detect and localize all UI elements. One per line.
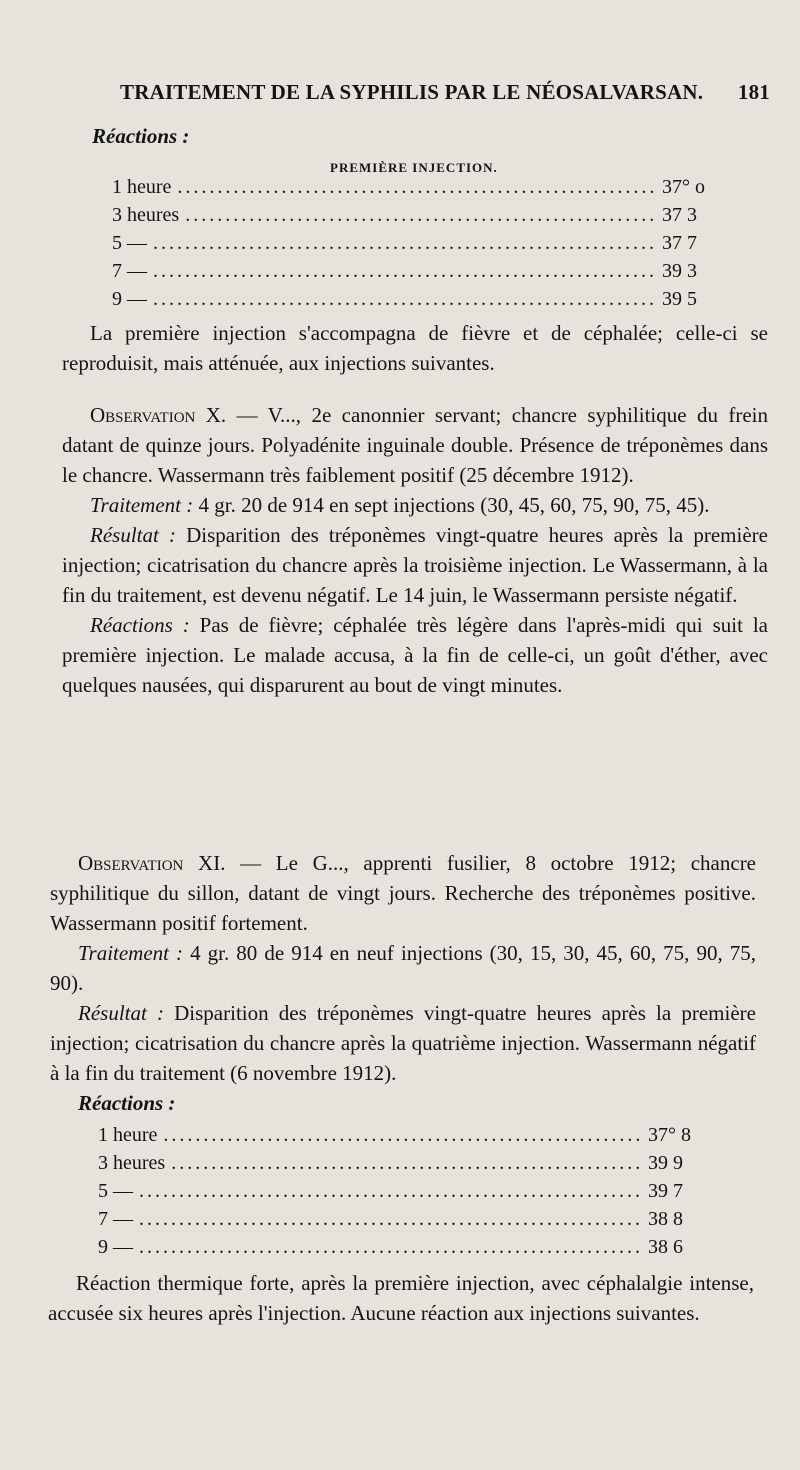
table-row: 1 heure ..... 37° o: [112, 176, 722, 204]
temperature-table-2: [98, 1124, 708, 1264]
observation-11: Observation XI. — Le G..., apprenti fusilier, 8 octobre 1912; chancre syphilitique du sillon, datant de vingt jours. Recherche des tréponèmes positive. Wassermann positif fortement. Traitement : 4 gr. 80 de 914 en neuf injections (30, 15, 30, 45, 60, 75, 90, 75, 90). Résultat : Disparition des tréponèmes vingt-quatre heures après la première injection; cicatrisation du chancre après la quatrième injection. Wassermann négatif à la fin du traitement (6 novembre 1912). Réactions :: [50, 851, 757, 1115]
table-row: 5 — ..... 37 7: [112, 232, 722, 260]
table-row: 3 heures ..... 37 3: [112, 204, 722, 232]
table-row: 9 — ..... 39 5: [112, 288, 722, 316]
table-row: 3 heures ..... 39 9: [98, 1152, 708, 1180]
observation-10: Observation X. — V..., 2e canonnier servant; chancre syphilitique du frein datant de quinze jours. Polyadénite inguinale double. Présence de tréponèmes dans le chancre. Wassermann très faiblement positif (25 décembre 1912). Traitement : 4 gr. 20 de 914 en sept injections (30, 45, 60, 75, 90, 75, 45). Résultat : Disparition des tréponèmes vingt-quatre heures après la première injection; cicatrisation du chancre après la troisième injection. Le Wassermann, à la fin du traitement, est devenu négatif. Le 14 juin, le Wassermann persiste négatif. Réactions : Pas de fièvre; céphalée très légère dans l'après-midi qui suit la première injection. Le malade accusa, à la fin de celle-ci, un goût d'éther, avec quelques nausées, qui disparurent au bout de vingt minutes.: [62, 403, 768, 697]
conclusion-paragraph: Réaction thermique forte, après la première injection, avec céphalalgie intense, accusée six heures après l'injection. Aucune réaction aux injections suivantes.: [48, 1271, 754, 1325]
fever-paragraph: La première injection s'accompagna de fièvre et de céphalée; celle-ci se reproduisit, mais atténuée, aux injections suivantes.: [62, 321, 768, 375]
observation-11-heading: Observation XI.: [78, 851, 226, 875]
observation-10-heading: Observation X.: [90, 403, 227, 427]
table-row: 7 — ..... 38 8: [98, 1208, 708, 1236]
table-row: 1 heure ..... 37° 8: [98, 1124, 708, 1152]
temperature-table-1: [112, 176, 722, 316]
page-number: 181: [737, 80, 770, 104]
reactions-label-2: Réactions :: [78, 1091, 176, 1115]
table-row: 7 — ..... 39 3: [112, 260, 722, 288]
table-row: 9 — ..... 38 6: [98, 1236, 708, 1264]
reactions-label-1: Réactions :: [92, 124, 190, 148]
header-title: TRAITEMENT DE LA SYPHILIS PAR LE NÉOSALVARSAN.: [120, 80, 704, 104]
first-injection-subheading: PREMIÈRE INJECTION.: [330, 160, 498, 175]
table-row: 5 — ..... 39 7: [98, 1180, 708, 1208]
